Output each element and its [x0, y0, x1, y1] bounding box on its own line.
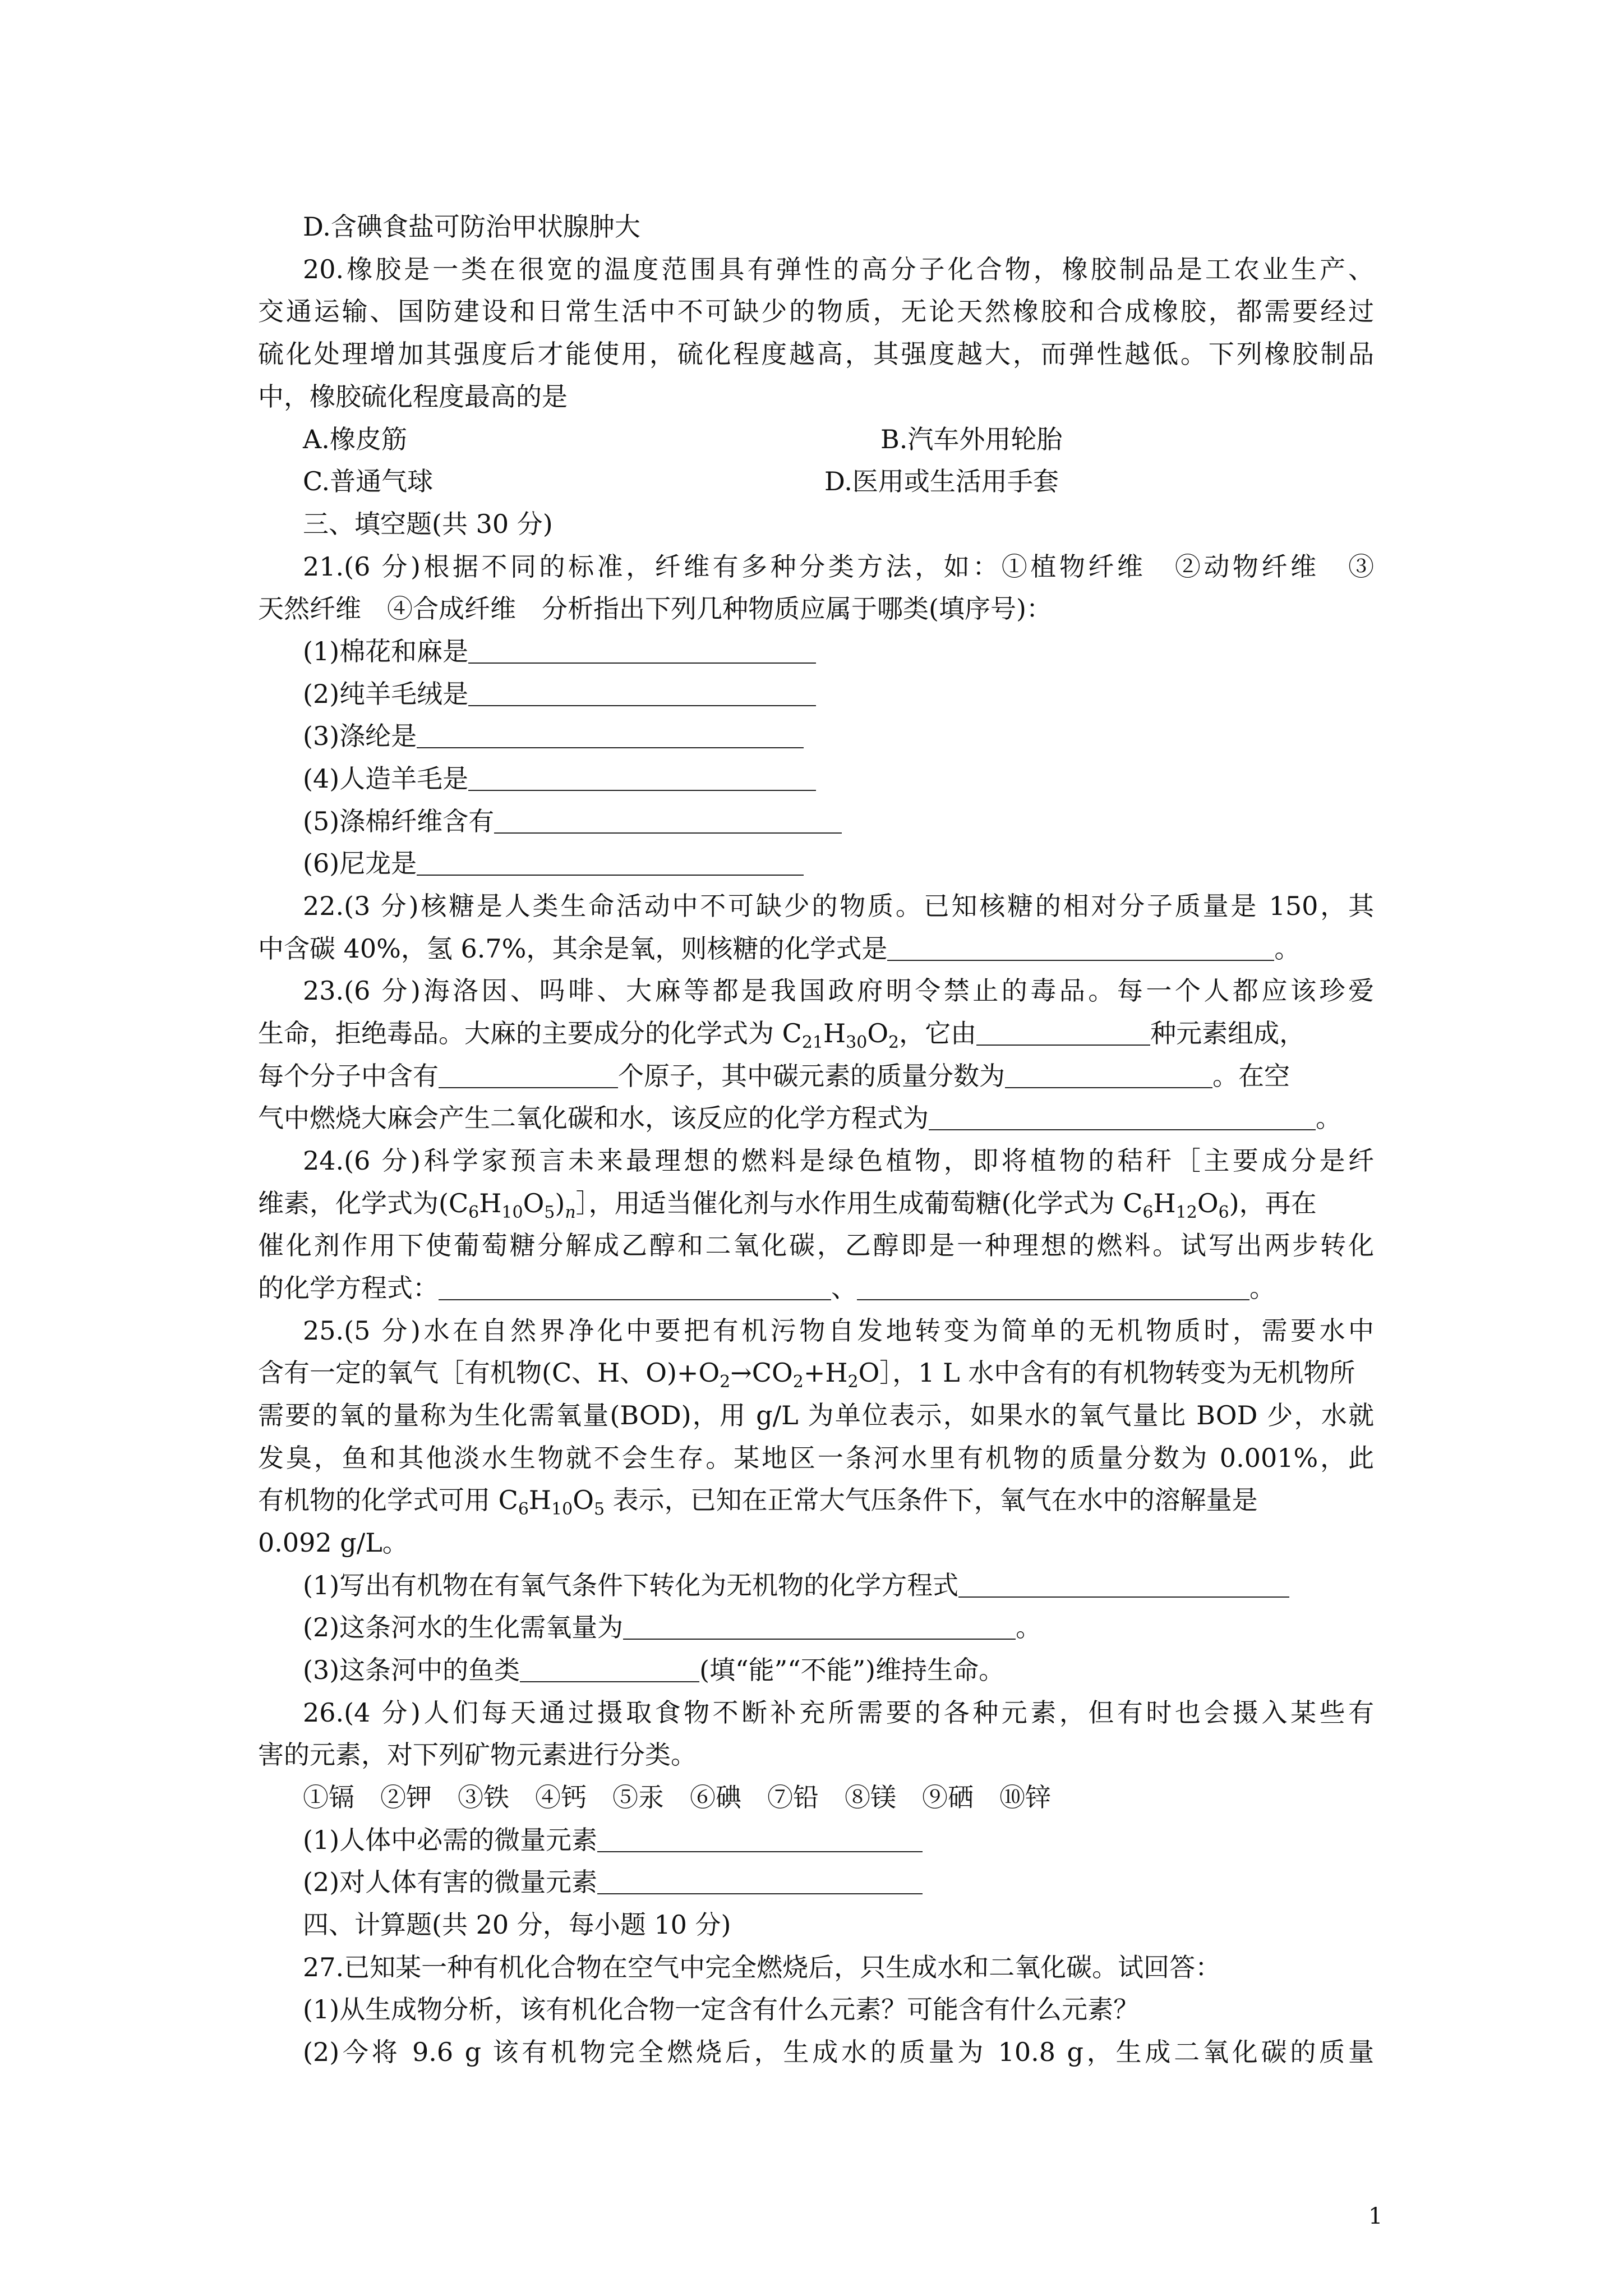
answer-blank[interactable]	[494, 808, 842, 834]
q21-sub-4: (4)人造羊毛是	[303, 761, 816, 797]
answer-blank[interactable]	[468, 765, 816, 791]
q20-option-a: A.橡皮筋	[303, 424, 407, 454]
answer-blank[interactable]	[1005, 1062, 1212, 1088]
q25-sub-3: (3)这条河中的鱼类 (填“能”“不能”)维持生命。	[303, 1655, 1005, 1685]
answer-blank[interactable]	[439, 1062, 618, 1088]
answer-blank[interactable]	[623, 1614, 1016, 1640]
q25-sub-1: (1)写出有机物在有氧气条件下转化为无机物的化学方程式	[303, 1567, 1289, 1603]
q27-sub-1: (1)从生成物分析，该有机化合物一定含有什么元素？可能含有什么元素？	[303, 1994, 1140, 2024]
q21-line-2: 天然纤维 ④合成纤维 分析指出下列几种物质应属于哪类(填序号)：	[258, 593, 1052, 624]
section-4-heading: 四、计算题(共 20 分，每小题 10 分)	[303, 1910, 731, 1940]
q24-line-3: 催化剂作用下使葡萄糖分解成乙醇和二氧化碳，乙醇即是一种理想的燃料。试写出两步转化	[258, 1230, 1374, 1260]
q25-sub-2: (2)这条河水的生化需氧量为 。	[303, 1612, 1042, 1642]
q25-line-6: 0.092 g/L。	[258, 1527, 408, 1558]
q20-option-b: B.汽车外用轮胎	[880, 424, 1063, 454]
page-number: 1	[1368, 2203, 1383, 2229]
q26-sub-1: (1)人体中必需的微量元素	[303, 1822, 923, 1858]
q25-line-2: 含有一定的氧气［有机物(C、H、$O)+O_2\to CO_2+H_2O]$，1 L 水中含有的有机物转变为无机物所	[258, 1358, 1355, 1392]
q25-line-4: 发臭，鱼和其他淡水生物就不会生存。某地区一条河水里有机物的质量分数为 0.001%，此	[258, 1443, 1374, 1473]
answer-blank[interactable]	[597, 1826, 923, 1852]
q21-sub-6: (6)尼龙是	[303, 845, 804, 881]
answer-blank[interactable]	[417, 723, 804, 748]
q21-sub-3: (3)涤纶是	[303, 718, 804, 754]
q23-line-2: 生命，拒绝毒品。大麻的主要成分的化学式为 $C_{21}H_{30}O_2$，它由 种元素组成，	[258, 1018, 1306, 1053]
q20-option-c: C.普通气球	[303, 466, 434, 496]
q21-sub-5: (5)涤棉纤维含有	[303, 803, 842, 839]
q23-line-3: 每个分子中含有 个原子，其中碳元素的质量分数为 。在空	[258, 1061, 1290, 1091]
answer-blank[interactable]	[857, 1274, 1249, 1300]
q26-line-2: 害的元素，对下列矿物元素进行分类。	[258, 1740, 697, 1770]
answer-blank[interactable]	[468, 638, 816, 664]
answer-blank[interactable]	[887, 935, 1274, 961]
answer-blank[interactable]	[597, 1869, 923, 1894]
q25-line-5: 有机物的化学式可用 $C_6H_{10}O_5$ 表示，已知在正常大气压条件下，氧气在水中的溶解量是	[258, 1485, 1258, 1520]
answer-blank[interactable]	[958, 1572, 1289, 1598]
q21-sub-2: (2)纯羊毛绒是	[303, 676, 816, 712]
q21-sub-1: (1)棉花和麻是	[303, 633, 816, 669]
q24-line-2: 维素，化学式为$(C_6H_{10}O_5)_n]$，用适当催化剂与水作用生成葡萄糖(化学式为 $C_6H_{12}O_6$)，再在	[258, 1188, 1317, 1223]
q26-sub-2: (2)对人体有害的微量元素	[303, 1864, 923, 1900]
q26-line-1: 26.(4 分)人们每天通过摄取食物不断补充所需要的各种元素，但有时也会摄入某些有	[303, 1697, 1374, 1728]
q25-line-3: 需要的氧的量称为生化需氧量(BOD)，用 g/L 为单位表示，如果水的氧气量比 BOD 少，水就	[258, 1400, 1374, 1430]
q20-line-2: 交通运输、国防建设和日常生活中不可缺少的物质，无论天然橡胶和合成橡胶，都需要经过	[258, 296, 1374, 326]
answer-blank[interactable]	[468, 680, 816, 706]
q20-line-4: 中，橡胶硫化程度最高的是	[258, 381, 568, 412]
q26-elements-list: ①镉 ②钾 ③铁 ④钙 ⑤汞 ⑥碘 ⑦铅 ⑧镁 ⑨硒 ⑩锌	[303, 1782, 1051, 1812]
q24-line-1: 24.(6 分)科学家预言未来最理想的燃料是绿色植物，即将植物的秸秆［主要成分是纤	[303, 1145, 1374, 1176]
q27-sub-2: (2)今将 9.6 g 该有机物完全燃烧后，生成水的质量为 10.8 g，生成二氧化碳的质量	[303, 2037, 1374, 2067]
q20-line-1: 20.橡胶是一类在很宽的温度范围具有弹性的高分子化合物，橡胶制品是工农业生产、	[303, 254, 1374, 284]
q25-line-1: 25.(5 分)水在自然界净化中要把有机污物自发地转变为简单的无机物质时，需要水中	[303, 1315, 1374, 1346]
q21-line-1: 21.(6 分)根据不同的标准，纤维有多种分类方法，如：①植物纤维 ②动物纤维 ③	[303, 551, 1374, 582]
section-3-heading: 三、填空题(共 30 分)	[303, 509, 553, 539]
answer-blank[interactable]	[417, 850, 804, 876]
q22-line-2: 中含碳 40%，氢 6.7%，其余是氧，则核糖的化学式是 。	[258, 933, 1301, 964]
answer-blank[interactable]	[439, 1274, 831, 1300]
answer-blank[interactable]	[976, 1020, 1150, 1046]
answer-blank[interactable]	[520, 1657, 699, 1682]
q24-line-4: 的化学方程式： 、 。	[258, 1273, 1275, 1303]
q27-line-1: 27.已知某一种有机化合物在空气中完全燃烧后，只生成水和二氧化碳。试回答：	[303, 1952, 1221, 1982]
q20-option-d: D.医用或生活用手套	[824, 466, 1059, 496]
q23-line-4: 气中燃烧大麻会产生二氧化碳和水，该反应的化学方程式为 。	[258, 1103, 1341, 1133]
q19-option-d: D.含碘食盐可防治甲状腺肿大	[303, 211, 640, 242]
answer-blank[interactable]	[929, 1105, 1316, 1130]
q22-line-1: 22.(3 分)核糖是人类生命活动中不可缺少的物质。已知核糖的相对分子质量是 150，其	[303, 891, 1374, 921]
q20-line-3: 硫化处理增加其强度后才能使用，硫化程度越高，其强度越大，而弹性越低。下列橡胶制品	[258, 339, 1374, 369]
q23-line-1: 23.(6 分)海洛因、吗啡、大麻等都是我国政府明令禁止的毒品。每一个人都应该珍爱	[303, 976, 1374, 1006]
